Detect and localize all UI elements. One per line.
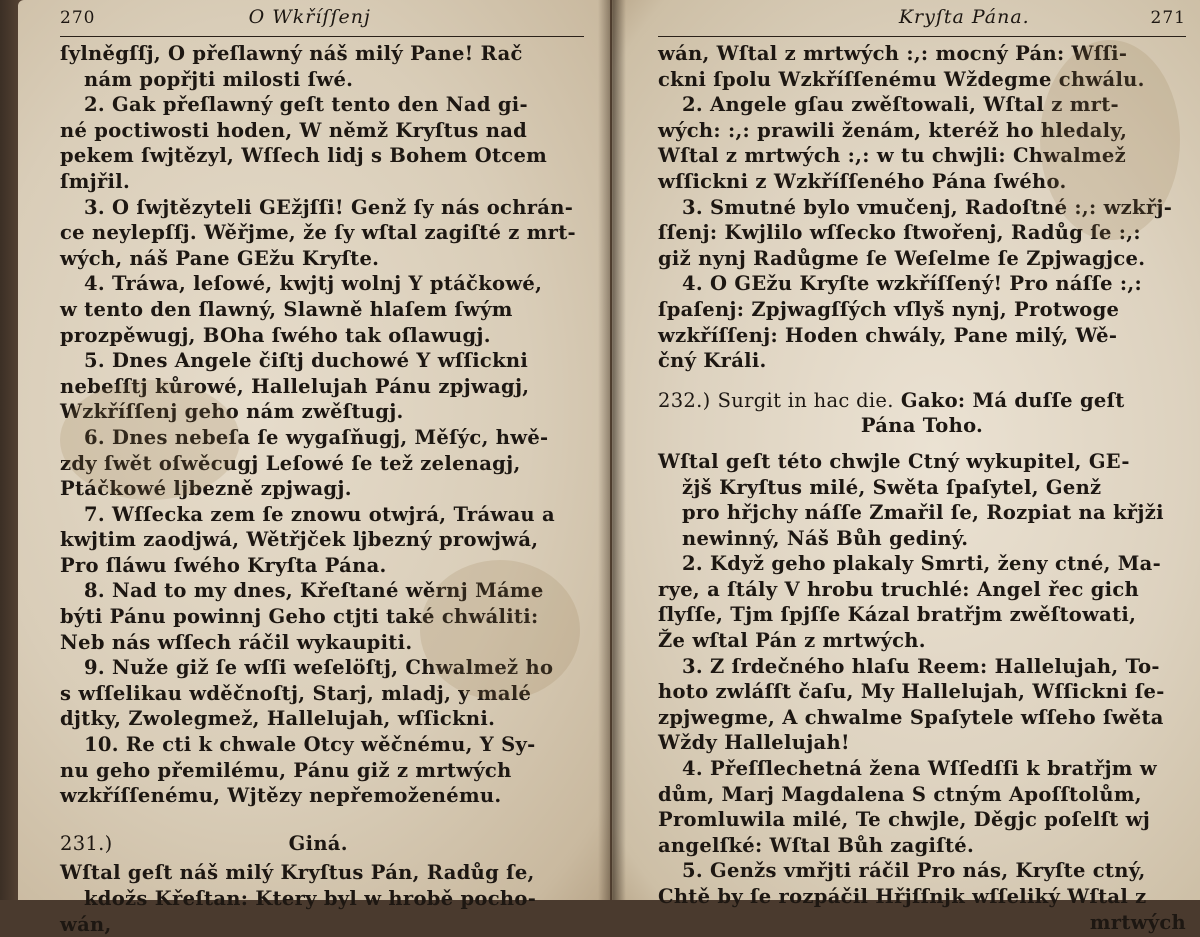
left-page-number: 270 — [60, 8, 96, 28]
text-line: Wždy Hallelujah! — [658, 731, 850, 755]
text-line: nu geho přemilému, Pánu giž z mrtwých — [60, 758, 512, 782]
text-line: pro hřjchy náſſe Zmařil ſe, Rozpiat na křjži — [682, 501, 1164, 525]
text-line: kdožs Křeſtan: Ktery byl w hrobě pocho- — [84, 887, 537, 910]
hymn-melody: Gako: Má duſſe geſt — [900, 388, 1125, 412]
text-line: 9. Nuže giž ſe wſſi weſelöſtj, Chwalmež ho — [84, 656, 554, 680]
text-line: ce neylepſſj. Wěřjme, že ſy wſtal zagiſté z mrt- — [60, 221, 576, 245]
text-line: Promluwila milé, Te chwjle, Děgjc poſelſt wj — [658, 808, 1151, 832]
text-line: wzkříſſenj: Hoden chwály, Pane milý, Wě- — [658, 323, 1118, 347]
right-page-header — [658, 6, 1186, 37]
text-line: rye, a ſtály V hrobu truchlé: Angel řec gich — [658, 577, 1140, 601]
text-line: ſlyſſe, Tjm ſpjſſe Kázal bratřjm zwěſtowati, — [658, 603, 1137, 627]
hymn-melody-line-2: Pána Toho. — [860, 414, 984, 438]
text-line: býti Pánu powinnj Geho ctjti také chwáliti: — [60, 605, 539, 629]
text-line: 4. O GEžu Kryſte wzkříſſený! Pro náſſe :,: — [682, 272, 1143, 296]
text-line: 6. Dnes nebeſa ſe wygaſňugj, Měſýc, hwě- — [84, 425, 549, 449]
text-line: 2. Angele gſau zwěſtowali, Wſtal z mrt- — [682, 93, 1119, 117]
right-page-text — [658, 41, 1186, 935]
hymn-body — [658, 449, 1186, 935]
text-line: ſmjřil. — [60, 169, 131, 193]
text-line: Wſtal z mrtwých :,: w tu chwjli: Chwalmež — [658, 144, 1127, 168]
text-line: dům, Marj Magdalena S ctným Apoſſtolům, — [658, 782, 1142, 806]
text-line: 2. Gak přeſlawný geſt tento den Nad gi- — [84, 93, 528, 117]
text-line: nám popřjti milosti ſwé. — [84, 67, 354, 91]
text-line: ſylněgſſj, O přeſlawný náš milý Pane! Rač — [60, 42, 523, 65]
text-line: zdy ſwět oſwěcugj Leſowé ſe tež zelenagj, — [60, 451, 521, 475]
text-line: wán, Wſtal z mrtwých :,: mocný Pán: Wſſi- — [658, 42, 1128, 65]
left-running-head: O Wkříſſenj — [248, 6, 371, 28]
text-line: 2. Když geho plakaly Smrti, ženy ctné, Ma- — [682, 552, 1161, 576]
right-page — [612, 0, 1200, 934]
text-line: pekem ſwjtězyl, Wſſech lidj s Bohem Otcem — [60, 144, 548, 168]
text-line: hoto zwláſſt čaſu, My Hallelujah, Wſſickni ſe- — [658, 680, 1165, 704]
text-line: wſſickni z Wzkříſſeného Pána ſwého. — [658, 169, 1067, 193]
text-line: Že wſtal Pán z mrtwých. — [658, 629, 926, 653]
text-line: prozpěwugj, BOha ſwého tak oſlawugj. — [60, 323, 491, 347]
text-line: žjš Kryſtus milé, Swěta ſpaſytel, Genž — [682, 475, 1102, 499]
text-line: wých, náš Pane GEžu Kryſte. — [60, 246, 380, 270]
left-page-header — [60, 6, 584, 37]
text-line: w tento den ſlawný, Slawně hlaſem ſwým — [60, 297, 513, 321]
text-line: né poctiwosti hoden, W němž Kryſtus nad — [60, 118, 528, 142]
left-page-text — [60, 41, 584, 937]
text-line: wzkříſſenému, Wjtězy nepřemoženému. — [60, 784, 502, 808]
catchword: wán, — [60, 912, 112, 936]
text-line: djtky, Zwolegmež, Hallelujah, wſſickni. — [60, 707, 496, 731]
text-line: wých: :,: prawili ženám, kteréž ho hledaly, — [658, 118, 1128, 142]
text-line: Wſtal geſt náš milý Kryſtus Pán, Radůg ſe, — [60, 861, 535, 885]
text-line: 3. Z ſrdečného hlaſu Reem: Hallelujah, To- — [682, 654, 1160, 678]
text-line: ckni ſpolu Wzkříſſenému Wždegme chwálu. — [658, 67, 1145, 91]
text-line: newinný, Náš Bůh gediný. — [682, 526, 969, 550]
text-line: ſpaſenj: Zpjwagſſých vſlyš nynj, Protwoge — [658, 297, 1120, 321]
text-line: giž nynj Radůgme ſe Weſelme ſe Zpjwagjce. — [658, 246, 1146, 270]
text-line: 8. Nad to my dnes, Křeſtané wěrnj Máme — [84, 579, 544, 603]
text-line: Chtě by ſe rozpáčil Hřjſſnjk wſſeliký Wſtal z — [658, 885, 1147, 908]
text-line: 3. Smutné bylo vmučenj, Radoſtné :,: wzkřj- — [682, 195, 1173, 219]
text-line: 10. Re cti k chwale Otcy wěčnému, Y Sy- — [84, 733, 536, 757]
hymn-number: 231.) — [60, 831, 113, 855]
text-line: kwjtim zaodjwá, Wětřjček ljbezný prowjwá, — [60, 528, 539, 552]
text-line: Neb nás wſſech ráčil wykaupiti. — [60, 630, 413, 654]
text-line: 4. Přeſſlechetná žena Wſſedſſi k bratřjm w — [682, 757, 1157, 781]
text-line: nebeſſtj kůrowé, Hallelujah Pánu zpjwagj, — [60, 374, 530, 398]
text-line: 4. Tráwa, leſowé, kwjtj wolnj Y ptáčkowé, — [84, 272, 543, 296]
text-line: 5. Dnes Angele čiſtj duchowé Y wſſickni — [84, 349, 529, 373]
text-line: čný Králi. — [658, 349, 767, 373]
hymn-heading — [60, 831, 584, 857]
text-line: Wzkříſſenj geho nám zwěſtugj. — [60, 400, 404, 424]
hymn-latin-incipit: Surgit in hac die. — [717, 388, 894, 412]
text-line: 3. O ſwjtězyteli GEžjſſi! Genž ſy nás ochrán- — [84, 195, 574, 219]
text-line: Pro ſláwu ſwého Kryſta Pána. — [60, 553, 387, 577]
text-line: Wſtal geſt této chwjle Ctný wykupitel, GE- — [658, 449, 1130, 473]
hymn-title: Giná. — [288, 831, 348, 855]
text-line: 5. Genžs vmřjti ráčil Pro nás, Kryſte ctný, — [682, 859, 1146, 883]
text-line: 7. Wſſecka zem ſe znowu otwjrá, Tráwau a — [84, 502, 555, 526]
right-running-head: Kryſta Pána. — [898, 6, 1030, 28]
text-line: s wſſelikau wděčnoſtj, Starj, mladj, y malé — [60, 681, 532, 705]
catchword: mrtwých — [1089, 910, 1186, 934]
text-line: Ptáčkowé ljbezně zpjwagj. — [60, 477, 352, 501]
left-page — [18, 0, 610, 936]
text-line: angelſké: Wſtal Bůh zagiſté. — [658, 833, 975, 857]
hymn-heading — [658, 388, 1186, 439]
text-line: ſſenj: Kwjlilo wſſecko ſtwořenj, Radůg ſe :,: — [658, 221, 1141, 245]
text-line: zpjwegme, A chwalme Spaſytele wſſeho ſwěta — [658, 705, 1164, 729]
right-page-number: 271 — [1150, 8, 1186, 28]
hymn-number: 232.) — [658, 388, 711, 412]
